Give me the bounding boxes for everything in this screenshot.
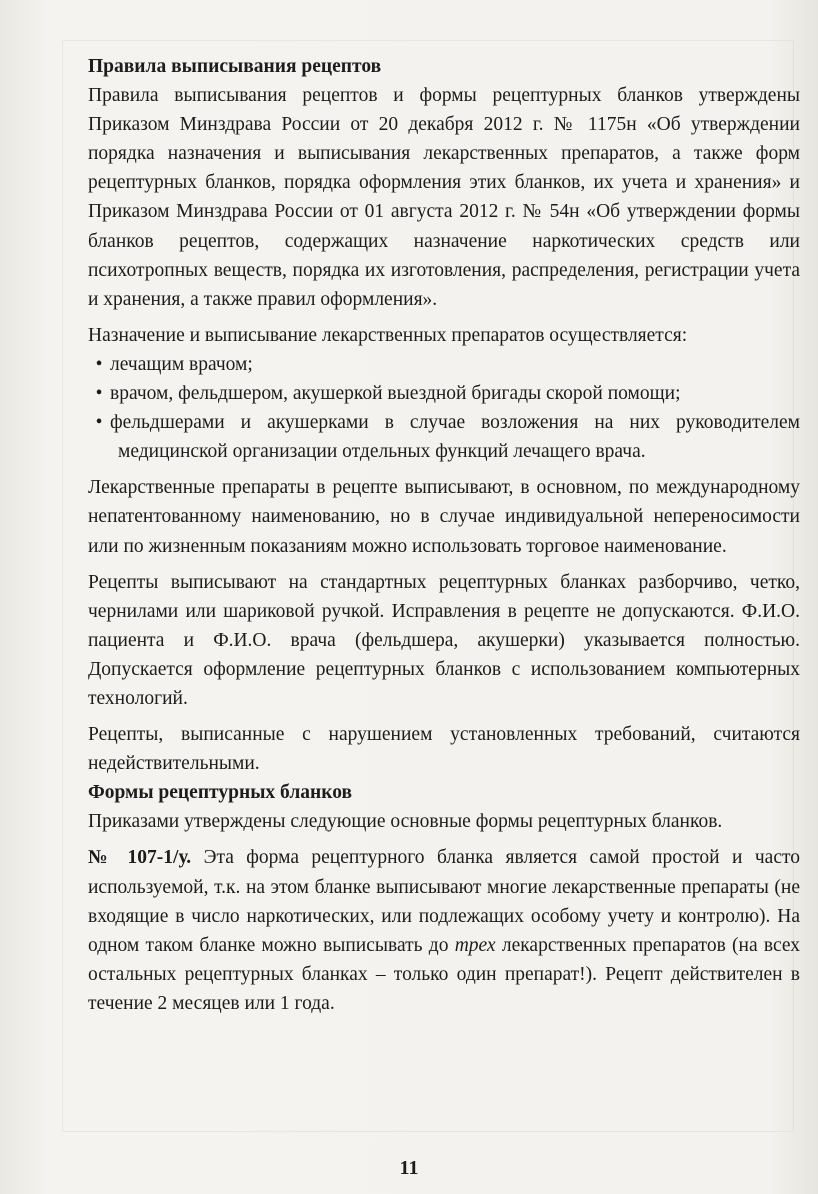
section-heading-prescription-rules: Правила выписывания рецептов	[88, 56, 382, 77]
page-number: 11	[399, 1157, 419, 1179]
paragraph-rules-intro: Правила выписывания рецептов и формы рецептурных бланков утверждены Приказом Минздрава России от 20 декабря 2012 г. № 1175н «Об утверждении порядка назначения и выписывания лекарственных препаратов, а также форм рецептурных бланков, порядка оформления этих бланков, их учета и хранения» и Приказом Минздрава России от 01 августа 2012 г. № 54н «Об утверждении формы бланков рецептов, содержащих назначение наркотических средств или психотропных веществ, порядка их изготовления, распределения, регистрации учета и хранения, а также правил оформления».	[88, 85, 800, 310]
form-number-label: № 107-1/у.	[88, 847, 192, 869]
section-heading-blank-forms: Формы рецептурных бланков	[88, 782, 353, 804]
paragraph-inn-naming: Лекарственные препараты в рецепте выписывают, в основном, по международному непатентованному наименованию, но в случае индивидуальной непереносимости или по жизненным показаниям можно использовать торговое наименование.	[88, 477, 800, 557]
list-item: • врачом, фельдшером, акушеркой выездной бригады скорой помощи;	[88, 379, 800, 408]
prescribers-list	[88, 350, 800, 466]
emphasis-three: трех	[454, 934, 496, 956]
paragraph-blank-requirements: Рецепты выписывают на стандартных рецептурных бланках разборчиво, четко, чернилами или шариковой ручкой. Исправления в рецепте не допускаются. Ф.И.О. пациента и Ф.И.О. врача (фельдшера, акушерки) указывается полностью. Допускается оформление рецептурных бланков с использованием компьютерных технологий.	[88, 571, 800, 709]
paragraph-forms-intro: Приказами утверждены следующие основные формы рецептурных бланков.	[88, 811, 723, 833]
paragraph-prescribers-intro: Назначение и выписывание лекарственных препаратов осуществляется:	[88, 324, 688, 346]
list-item: • фельдшерами и акушерками в случае возложения на них руководителем медицинской организации отдельных функций лечащего врача.	[88, 408, 800, 466]
bullet-icon: •	[95, 383, 103, 405]
page-content	[88, 52, 800, 1018]
bullet-icon: •	[95, 412, 103, 434]
paragraph-form-107: № 107-1/у. Эта форма рецептурного бланка является самой простой и часто используемой, т.к. на этом бланке выписывают многие лекарственные препараты (не входящие в число наркотических, или подлежащих особому учету и контролю). На одном таком бланке можно выписывать до трех лекарственных препаратов (на всех остальных рецептурных бланках – только один препарат!). Рецепт действителен в течение 2 месяцев или 1 года.	[88, 847, 801, 1014]
list-item: • лечащим врачом;	[88, 350, 800, 379]
bullet-icon: •	[95, 353, 103, 375]
paragraph-invalid-prescriptions: Рецепты, выписанные с нарушением установленных требований, считаются недействительными.	[88, 724, 800, 775]
